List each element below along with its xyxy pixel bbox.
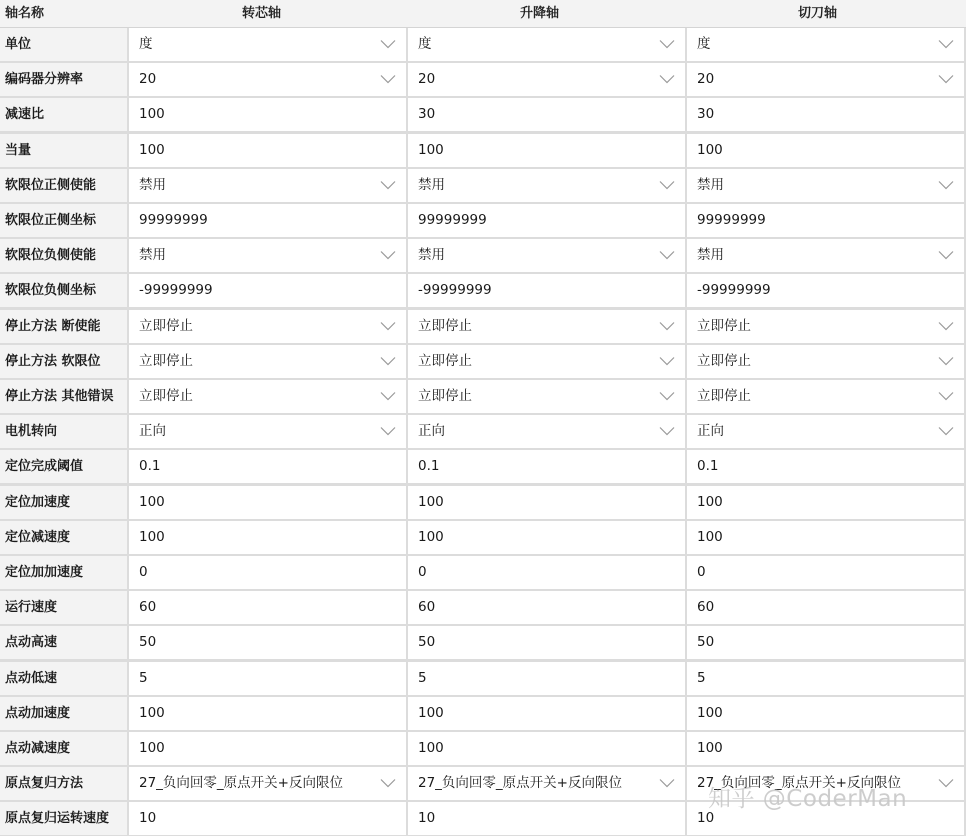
value-input[interactable] — [408, 204, 685, 237]
cell-value: -99999999 — [139, 282, 213, 298]
value-input[interactable] — [129, 274, 406, 307]
chevron-down-icon[interactable] — [938, 321, 954, 331]
value-input[interactable] — [408, 486, 685, 519]
table-row — [0, 204, 966, 237]
cell-value: 立即停止 — [139, 318, 193, 334]
table-row — [0, 697, 966, 730]
chevron-down-icon[interactable] — [938, 39, 954, 49]
cell-value: 60 — [418, 599, 436, 615]
header-axis-name-label: 轴名称 — [5, 6, 45, 21]
cell-value: 50 — [418, 634, 436, 650]
cell-value: 禁用 — [697, 177, 724, 193]
cell-value: 100 — [139, 142, 165, 158]
cell-value: 禁用 — [139, 177, 166, 193]
table-row — [0, 662, 966, 695]
value-input[interactable] — [408, 697, 685, 730]
value-input[interactable] — [129, 556, 406, 589]
value-dropdown[interactable] — [687, 380, 964, 413]
row-label: 点动低速 — [0, 662, 127, 695]
table-row — [0, 450, 966, 483]
value-input[interactable] — [129, 521, 406, 554]
table-row — [0, 556, 966, 589]
cell-value: 100 — [697, 142, 723, 158]
value-input[interactable] — [129, 697, 406, 730]
cell-value: 99999999 — [418, 212, 487, 228]
cell-value: 60 — [139, 599, 157, 615]
chevron-down-icon[interactable] — [659, 74, 675, 84]
chevron-down-icon[interactable] — [380, 426, 396, 436]
cell-value: 立即停止 — [139, 388, 193, 404]
table-row — [0, 274, 966, 307]
value-input[interactable] — [129, 626, 406, 659]
value-dropdown[interactable] — [687, 169, 964, 202]
value-dropdown[interactable] — [408, 310, 685, 343]
cell-value: 0 — [139, 564, 148, 580]
chevron-down-icon[interactable] — [659, 250, 675, 260]
value-input[interactable] — [129, 802, 406, 835]
cell-value: 5 — [418, 670, 427, 686]
cell-value: 27_负向回零_原点开关+反向限位 — [697, 775, 901, 791]
value-input[interactable] — [408, 556, 685, 589]
chevron-down-icon[interactable] — [938, 74, 954, 84]
cell-value: 100 — [418, 740, 444, 756]
cell-value: 10 — [139, 810, 157, 826]
table-row — [0, 345, 966, 378]
value-input[interactable] — [408, 802, 685, 835]
value-dropdown[interactable] — [687, 415, 964, 448]
cell-value: 立即停止 — [418, 318, 472, 334]
row-label: 停止方法 其他错误 — [0, 380, 127, 413]
cell-value: 禁用 — [697, 247, 724, 263]
cell-value: 50 — [139, 634, 157, 650]
cell-value: 度 — [697, 36, 711, 52]
row-label: 软限位正侧坐标 — [0, 204, 127, 237]
value-input[interactable] — [687, 732, 964, 765]
cell-value: 100 — [139, 705, 165, 721]
value-dropdown[interactable] — [687, 63, 964, 96]
table-row — [0, 626, 966, 659]
value-dropdown[interactable] — [687, 345, 964, 378]
chevron-down-icon[interactable] — [659, 321, 675, 331]
cell-value: 20 — [139, 71, 157, 87]
value-dropdown[interactable] — [129, 380, 406, 413]
chevron-down-icon[interactable] — [938, 391, 954, 401]
cell-value: 100 — [139, 529, 165, 545]
table-row — [0, 380, 966, 413]
value-dropdown[interactable] — [129, 63, 406, 96]
value-input[interactable] — [687, 697, 964, 730]
table-header — [0, 0, 966, 28]
value-dropdown[interactable] — [408, 239, 685, 272]
row-label: 软限位负侧坐标 — [0, 274, 127, 307]
row-label: 点动高速 — [0, 626, 127, 659]
cell-value: 立即停止 — [418, 388, 472, 404]
value-dropdown[interactable] — [408, 345, 685, 378]
value-input[interactable] — [687, 274, 964, 307]
cell-value: 禁用 — [418, 177, 445, 193]
value-input[interactable] — [129, 450, 406, 483]
cell-value: 30 — [697, 106, 715, 122]
cell-value: 100 — [697, 705, 723, 721]
value-input[interactable] — [408, 134, 685, 167]
value-input[interactable] — [408, 521, 685, 554]
value-input[interactable] — [687, 486, 964, 519]
cell-value: 0.1 — [418, 458, 440, 474]
value-input[interactable] — [129, 134, 406, 167]
row-label: 当量 — [0, 134, 127, 167]
value-input[interactable] — [129, 98, 406, 131]
chevron-down-icon[interactable] — [659, 356, 675, 366]
row-label: 定位完成阈值 — [0, 450, 127, 483]
row-label: 原点复归运转速度 — [0, 802, 127, 835]
value-dropdown[interactable] — [129, 310, 406, 343]
table-row — [0, 169, 966, 202]
table-row — [0, 732, 966, 765]
cell-value: 60 — [697, 599, 715, 615]
chevron-down-icon[interactable] — [938, 250, 954, 260]
cell-value: 立即停止 — [697, 318, 751, 334]
cell-value: 立即停止 — [697, 388, 751, 404]
cell-value: -99999999 — [697, 282, 771, 298]
value-input[interactable] — [687, 521, 964, 554]
chevron-down-icon[interactable] — [659, 180, 675, 190]
row-label: 点动加速度 — [0, 697, 127, 730]
row-label: 定位减速度 — [0, 521, 127, 554]
cell-value: 100 — [697, 740, 723, 756]
table-row — [0, 521, 966, 554]
table-row — [0, 239, 966, 272]
cell-value: 立即停止 — [418, 353, 472, 369]
chevron-down-icon[interactable] — [380, 39, 396, 49]
value-dropdown[interactable] — [129, 28, 406, 61]
chevron-down-icon[interactable] — [380, 391, 396, 401]
value-input[interactable] — [129, 662, 406, 695]
row-label: 编码器分辨率 — [0, 63, 127, 96]
row-label: 停止方法 软限位 — [0, 345, 127, 378]
value-input[interactable] — [408, 626, 685, 659]
value-dropdown[interactable] — [408, 63, 685, 96]
table-row — [0, 28, 966, 61]
value-dropdown[interactable] — [129, 239, 406, 272]
value-input[interactable] — [408, 662, 685, 695]
row-label: 原点复归方法 — [0, 767, 127, 800]
value-input[interactable] — [687, 802, 964, 835]
value-dropdown[interactable] — [687, 28, 964, 61]
cell-value: 正向 — [139, 423, 166, 439]
cell-value: 99999999 — [697, 212, 766, 228]
row-label: 减速比 — [0, 98, 127, 131]
table-row — [0, 134, 966, 167]
watermark-text: 知乎 @CoderMan — [708, 786, 908, 812]
value-dropdown[interactable] — [129, 345, 406, 378]
value-input[interactable] — [687, 450, 964, 483]
cell-value: 0 — [418, 564, 427, 580]
row-label: 电机转向 — [0, 415, 127, 448]
table-row — [0, 802, 966, 835]
cell-value: 0.1 — [139, 458, 161, 474]
value-input[interactable] — [687, 204, 964, 237]
cell-value: 100 — [139, 740, 165, 756]
cell-value: 5 — [139, 670, 148, 686]
cell-value: 100 — [139, 494, 165, 510]
value-dropdown[interactable] — [687, 767, 964, 800]
cell-value: 100 — [418, 142, 444, 158]
table-row — [0, 310, 966, 343]
cell-value: 99999999 — [139, 212, 208, 228]
cell-value: 正向 — [697, 423, 724, 439]
chevron-down-icon[interactable] — [380, 356, 396, 366]
header-axis-spindle: 转芯轴 — [242, 6, 282, 21]
table-row — [0, 591, 966, 624]
value-input[interactable] — [129, 732, 406, 765]
row-label: 单位 — [0, 28, 127, 61]
value-input[interactable] — [408, 591, 685, 624]
row-label: 定位加速度 — [0, 486, 127, 519]
value-dropdown[interactable] — [129, 767, 406, 800]
cell-value: 50 — [697, 634, 715, 650]
header-axis-cutter: 切刀轴 — [798, 6, 838, 21]
cell-value: 27_负向回零_原点开关+反向限位 — [418, 775, 622, 791]
row-label: 软限位正侧使能 — [0, 169, 127, 202]
cell-value: 禁用 — [139, 247, 166, 263]
chevron-down-icon[interactable] — [659, 778, 675, 788]
value-dropdown[interactable] — [408, 767, 685, 800]
chevron-down-icon[interactable] — [938, 778, 954, 788]
cell-value: 5 — [697, 670, 706, 686]
cell-value: 10 — [697, 810, 715, 826]
chevron-down-icon[interactable] — [380, 180, 396, 190]
row-label: 定位加加速度 — [0, 556, 127, 589]
value-input[interactable] — [687, 626, 964, 659]
cell-value: 度 — [418, 36, 432, 52]
cell-value: 20 — [418, 71, 436, 87]
chevron-down-icon[interactable] — [938, 356, 954, 366]
chevron-down-icon[interactable] — [938, 180, 954, 190]
chevron-down-icon[interactable] — [380, 74, 396, 84]
value-input[interactable] — [687, 591, 964, 624]
value-input[interactable] — [129, 591, 406, 624]
cell-value: 27_负向回零_原点开关+反向限位 — [139, 775, 343, 791]
value-input[interactable] — [408, 450, 685, 483]
cell-value: 0.1 — [697, 458, 719, 474]
row-label: 运行速度 — [0, 591, 127, 624]
cell-value: 立即停止 — [139, 353, 193, 369]
value-dropdown[interactable] — [408, 28, 685, 61]
cell-value: 100 — [697, 494, 723, 510]
value-input[interactable] — [687, 556, 964, 589]
row-label: 停止方法 断使能 — [0, 310, 127, 343]
value-dropdown[interactable] — [129, 415, 406, 448]
chevron-down-icon[interactable] — [938, 426, 954, 436]
value-dropdown[interactable] — [408, 380, 685, 413]
cell-value: 30 — [418, 106, 436, 122]
value-input[interactable] — [687, 134, 964, 167]
table-row — [0, 98, 966, 131]
value-input[interactable] — [687, 662, 964, 695]
cell-value: -99999999 — [418, 282, 492, 298]
table-row — [0, 767, 966, 800]
chevron-down-icon[interactable] — [380, 778, 396, 788]
value-dropdown[interactable] — [687, 310, 964, 343]
cell-value: 100 — [697, 529, 723, 545]
table-row — [0, 63, 966, 96]
chevron-down-icon[interactable] — [380, 321, 396, 331]
chevron-down-icon[interactable] — [659, 426, 675, 436]
cell-value: 0 — [697, 564, 706, 580]
value-input[interactable] — [408, 274, 685, 307]
cell-value: 度 — [139, 36, 153, 52]
cell-value: 10 — [418, 810, 436, 826]
cell-value: 正向 — [418, 423, 445, 439]
value-dropdown[interactable] — [687, 239, 964, 272]
value-input[interactable] — [129, 204, 406, 237]
value-dropdown[interactable] — [129, 169, 406, 202]
chevron-down-icon[interactable] — [659, 39, 675, 49]
row-label: 软限位负侧使能 — [0, 239, 127, 272]
cell-value: 100 — [418, 529, 444, 545]
value-dropdown[interactable] — [408, 415, 685, 448]
value-input[interactable] — [408, 732, 685, 765]
cell-value: 100 — [139, 106, 165, 122]
cell-value: 禁用 — [418, 247, 445, 263]
value-dropdown[interactable] — [408, 169, 685, 202]
table-row — [0, 415, 966, 448]
table-row — [0, 486, 966, 519]
value-input[interactable] — [129, 486, 406, 519]
cell-value: 100 — [418, 705, 444, 721]
cell-value: 立即停止 — [697, 353, 751, 369]
chevron-down-icon[interactable] — [659, 391, 675, 401]
value-input[interactable] — [687, 98, 964, 131]
value-input[interactable] — [408, 98, 685, 131]
cell-value: 100 — [418, 494, 444, 510]
cell-value: 20 — [697, 71, 715, 87]
chevron-down-icon[interactable] — [380, 250, 396, 260]
row-label: 点动减速度 — [0, 732, 127, 765]
header-axis-lift: 升降轴 — [520, 6, 560, 21]
